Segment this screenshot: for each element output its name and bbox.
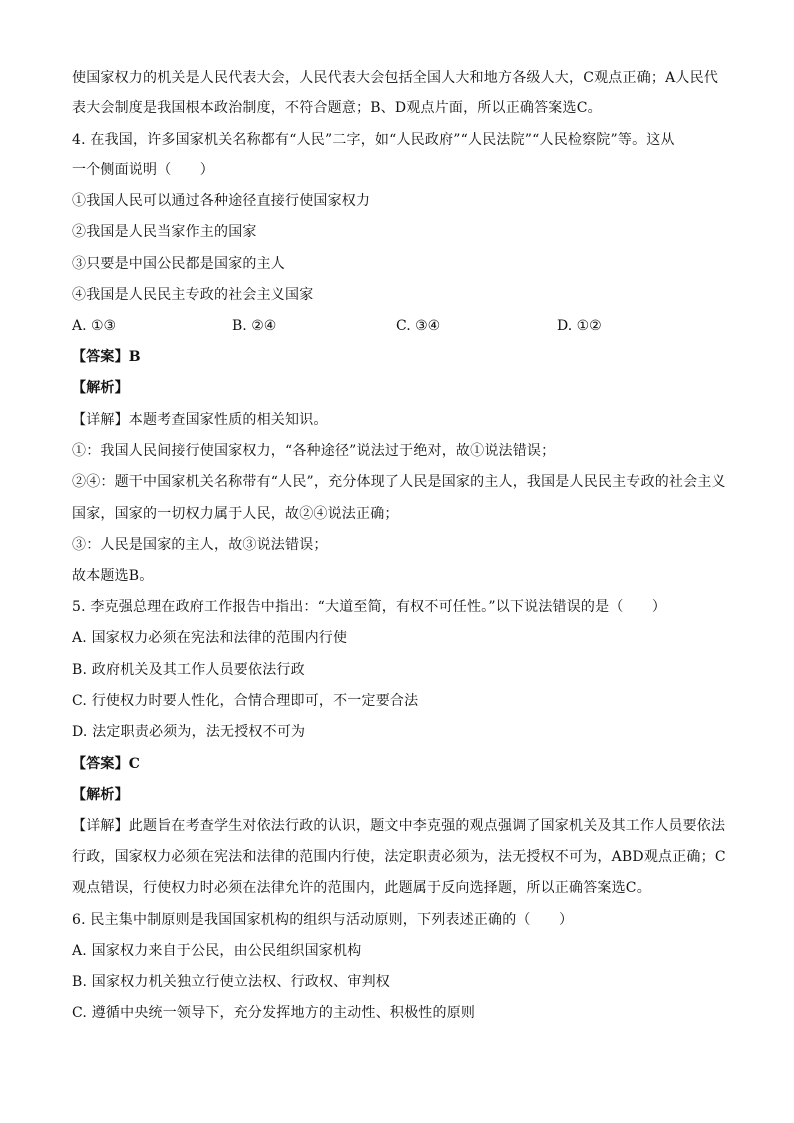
q5-answer: 【答案】C xyxy=(72,756,141,772)
q4-detail-line: ③：人民是国家的主人，故③说法错误； xyxy=(72,537,328,553)
q5-option-d: D. 法定职责必须为，法无授权不可为 xyxy=(72,724,306,740)
statement-1: ①我国人民可以通过各种途径直接行使国家权力 xyxy=(72,193,371,209)
q4-detail-line: ①：我国人民间接行使国家权力，“各种途径”说法过于绝对，故①说法错误； xyxy=(72,443,556,459)
statement-4: ④我国是人民民主专政的社会主义国家 xyxy=(72,287,314,303)
q5-analysis-label: 【解析】 xyxy=(72,787,129,803)
text-line: 使国家权力的机关是人民代表大会，人民代表大会包括全国人大和地方各级人大，C观点正确；A人民代 xyxy=(72,70,719,86)
statement-2: ②我国是人民当家作主的国家 xyxy=(72,224,257,240)
question-6-stem: 6. 民主集中制原则是我国国家机构的组织与活动原则，下列表述正确的（ ） xyxy=(72,912,574,928)
q4-option-c: C. ③④ xyxy=(396,318,441,334)
q5-detail-line: 观点错误，行使权力时必须在法律允许的范围内，此题属于反向选择题，所以正确答案选C。 xyxy=(72,880,651,896)
q5-detail-line: 【详解】此题旨在考查学生对依法行政的认识，题文中李克强的观点强调了国家机关及其工作人员要依法 xyxy=(72,818,726,834)
q6-option-a: A. 国家权力来自于公民，由公民组织国家机构 xyxy=(72,943,362,959)
q4-detail-line: 故本题选B。 xyxy=(72,568,154,584)
question-4-stem-cont: 一个侧面说明（ ） xyxy=(72,162,214,178)
statement-3: ③只要是中国公民都是国家的主人 xyxy=(72,256,285,272)
q4-option-b: B. ②④ xyxy=(232,318,277,334)
q5-detail-line: 行政，国家权力必须在宪法和法律的范围内行使，法定职责必须为，法无授权不可为，ABD观点正确；C xyxy=(72,849,726,865)
q6-option-b: B. 国家权力机关独立行使立法权、行政权、审判权 xyxy=(72,974,390,990)
q4-detail-line: ②④：题干中国家机关名称带有“人民”，充分体现了人民是国家的主人，我国是人民民主专政的社会主义 xyxy=(72,474,726,490)
q5-option-a: A. 国家权力必须在宪法和法律的范围内行使 xyxy=(72,630,348,646)
q5-option-b: B. 政府机关及其工作人员要依法行政 xyxy=(72,662,305,678)
q4-answer: 【答案】B xyxy=(72,349,141,365)
q5-option-c: C. 行使权力时要人性化，合情合理即可，不一定要合法 xyxy=(72,693,419,709)
q4-option-d: D. ①② xyxy=(557,318,602,334)
q4-option-a: A. ①③ xyxy=(72,318,117,334)
q6-option-c: C. 遵循中央统一领导下，充分发挥地方的主动性、积极性的原则 xyxy=(72,1005,476,1021)
text-line: 表大会制度是我国根本政治制度，不符合题意；B、D观点片面，所以正确答案选C。 xyxy=(72,100,602,116)
q4-detail-line: 国家，国家的一切权力属于人民，故②④说法正确； xyxy=(72,506,399,522)
q4-analysis-label: 【解析】 xyxy=(72,380,129,396)
question-4-stem: 4. 在我国，许多国家机关名称都有“人民”二字，如“人民政府”“人民法院”“人民检察院”等。这从 xyxy=(72,132,675,148)
question-5-stem: 5. 李克强总理在政府工作报告中指出：“大道至简，有权不可任性。”以下说法错误的是（ ） xyxy=(72,599,667,615)
q4-detail-line: 【详解】本题考查国家性质的相关知识。 xyxy=(72,412,328,428)
